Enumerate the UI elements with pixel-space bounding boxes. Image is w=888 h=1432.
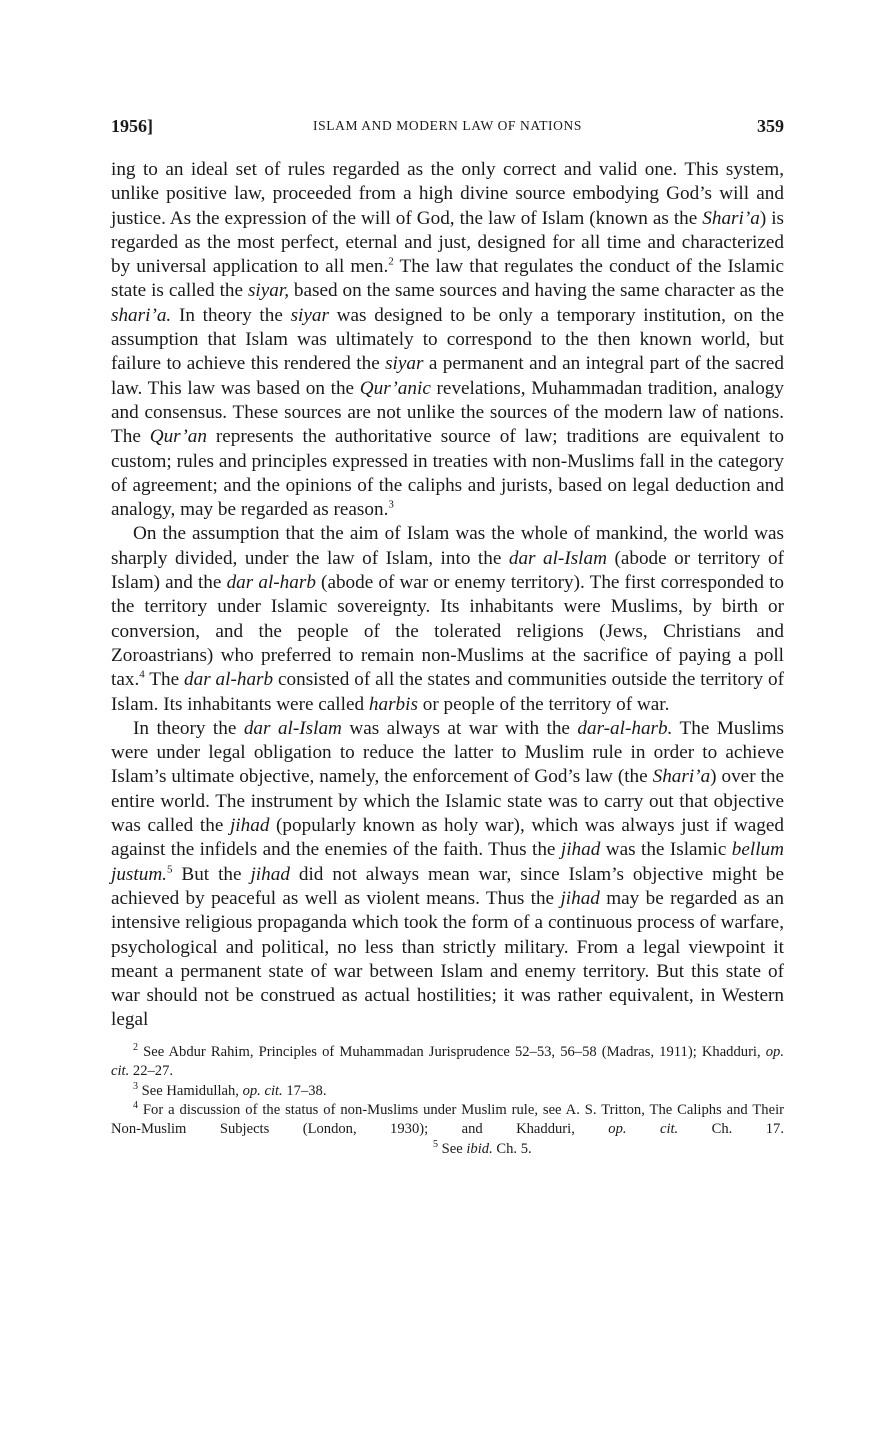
footnote-ref-4: 4: [139, 668, 145, 681]
text-run: 17–38.: [282, 1082, 327, 1099]
paragraph-2: [111, 522, 784, 716]
text-run: was always at war with the: [341, 717, 578, 739]
text-run: was designed to be only a temporary institution, on the assumption that Islam was ultimately to correspond to the then known world, but failure to achieve this rendered the: [111, 304, 784, 375]
text-run: In theory the: [133, 717, 244, 739]
footnote-5: [411, 1140, 532, 1159]
text-run: may be regarded as an intensive religious propaganda which took the form of a continuous process of warfare, psychological and political, no less than strictly military. From a legal viewpoint it meant a permanent state of war between Islam and enemy territory. But this state of war should not be construed as actual hostilities; it was rather equivalent, in Western legal: [111, 887, 784, 1031]
text-run: represents the authoritative source of law; traditions are equivalent to custom; rules and principles expressed in treaties with non-Muslims fall in the category of agreement; and the opinions of the caliphs and jurists, based on legal deduction and analogy, may be regarded as reason.: [111, 426, 784, 521]
text-run: (popularly known as holy war), which was always just if waged against the infidels and the enemies of the faith. Thus the: [111, 815, 785, 861]
italic-term: bellum justum.: [111, 839, 784, 885]
text-run: On the assumption that the aim of Islam was the whole of mankind, the world was sharply divided, under the law of Islam, into the: [111, 523, 784, 569]
text-run: See: [438, 1140, 467, 1157]
text-run: Ch. 5.: [492, 1140, 532, 1157]
text-run: revelations, Muhammadan tradition, analogy and consensus. These sources are not unlike the sources of the modern law of nations. The: [111, 377, 784, 448]
text-run: ) is regarded as the most perfect, eternal and just, designed for all time and characterized by universal application to all men.: [111, 207, 784, 278]
text-run: ing to an ideal set of rules regarded as the only correct and valid one. This system, unlike positive law, proceeded from a high divine source embodying God’s will and justice. As the expression of the will of God, the law of Islam (known as the: [111, 159, 784, 229]
text-run: was the Islamic: [600, 839, 732, 861]
italic-term: dar al-harb: [226, 572, 316, 594]
italic-term: dar-al-harb.: [577, 717, 673, 739]
footnote-ref-2: 2: [388, 255, 394, 268]
text-run: See Abdur Rahim, Principles of Muhammadan Jurisprudence 52–53, 56–58 (Madras, 1911); Khadduri,: [138, 1043, 766, 1060]
text-run: or people of the territory of war.: [417, 693, 670, 715]
footnote-4: [111, 1101, 784, 1159]
text-run: a permanent and an integral part of the sacred law. This law was based on the: [111, 353, 784, 399]
text-run: 22–27.: [129, 1063, 174, 1080]
italic-term: dar al-harb: [184, 669, 274, 691]
header-title: ISLAM AND MODERN LAW OF NATIONS: [313, 118, 582, 133]
italic-term: op. cit.: [608, 1121, 679, 1138]
text-run: consisted of all the states and communities outside the territory of Islam. Its inhabitants were called: [111, 669, 785, 715]
italic-term: jihad: [250, 863, 290, 885]
text-run: (abode of war or enemy territory). The first corresponded to the territory under Islamic sovereignty. Its inhabitants were Muslims, by birth or conversion, and the people of the tolerated religions (Jews, Christians and Zoroastrians) who preferred to remain non-Muslims at the sacrifice of paying a poll tax.: [111, 572, 785, 691]
text-run: based on the same sources and having the same character as the: [289, 280, 784, 302]
footnote-ref-3: 3: [388, 498, 394, 511]
italic-term: Qur’an: [149, 426, 207, 448]
text-run: In theory the: [171, 304, 291, 326]
italic-term: siyar,: [247, 280, 289, 302]
italic-term: op. cit.: [111, 1043, 784, 1080]
footnotes: [111, 1043, 784, 1159]
italic-term: shari’a.: [111, 304, 172, 326]
text-run: The: [144, 669, 184, 691]
text-run: The law that regulates the conduct of the Islamic state is called the: [111, 256, 785, 302]
text-run: did not always mean war, since Islam’s objective might be achieved by peaceful as well as violent means. Thus the: [111, 863, 785, 909]
footnote-2: [111, 1043, 784, 1082]
paragraph-3: [111, 717, 784, 1033]
footnote-mark: 4: [133, 1100, 138, 1112]
text-run: Ch. 17.: [678, 1121, 784, 1138]
italic-term: jihad: [229, 815, 270, 837]
italic-term: Qur’anic: [359, 377, 431, 399]
italic-term: ibid.: [466, 1140, 493, 1157]
footnote-ref-5: 5: [166, 863, 173, 876]
italic-term: jihad: [560, 839, 601, 861]
text-run: (abode or territory of Islam) and the: [111, 547, 784, 594]
page-number: 359: [757, 116, 784, 136]
italic-term: siyar: [290, 304, 329, 326]
footnote-3: [111, 1082, 784, 1101]
text-run: The Muslims were under legal obligation to reduce the latter to Muslim rule in order to achieve Islam’s ultimate objective, namely, the enforcement of God’s law (the: [111, 717, 784, 788]
running-head: [111, 108, 784, 142]
italic-term: Shari’a: [702, 207, 760, 229]
italic-term: harbis: [368, 693, 418, 715]
footnote-mark: 2: [133, 1041, 138, 1053]
text-run: See Hamidullah,: [138, 1082, 243, 1099]
italic-term: dar al-Islam: [243, 717, 342, 739]
text-run: But the: [172, 863, 251, 885]
footnote-mark: 5: [433, 1138, 438, 1150]
italic-term: jihad: [560, 887, 600, 909]
italic-term: siyar: [385, 353, 424, 375]
italic-term: op. cit.: [242, 1082, 283, 1099]
header-year: 1956]: [111, 116, 153, 136]
footnote-mark: 3: [133, 1080, 138, 1092]
paragraph-1: [111, 158, 784, 522]
text-run: ) over the entire world. The instrument by which the Islamic state was to carry out that objective was called the: [111, 766, 784, 837]
text-run: For a discussion of the status of non-Muslims under Muslim rule, see A. S. Tritton, The Caliphs and Their Non-Muslim Subjects (London, 1930); and Khadduri,: [111, 1101, 784, 1138]
journal-page: [111, 108, 784, 1159]
italic-term: Shari’a: [652, 766, 711, 788]
body-text: [111, 158, 784, 1033]
italic-term: dar al-Islam: [508, 547, 607, 569]
